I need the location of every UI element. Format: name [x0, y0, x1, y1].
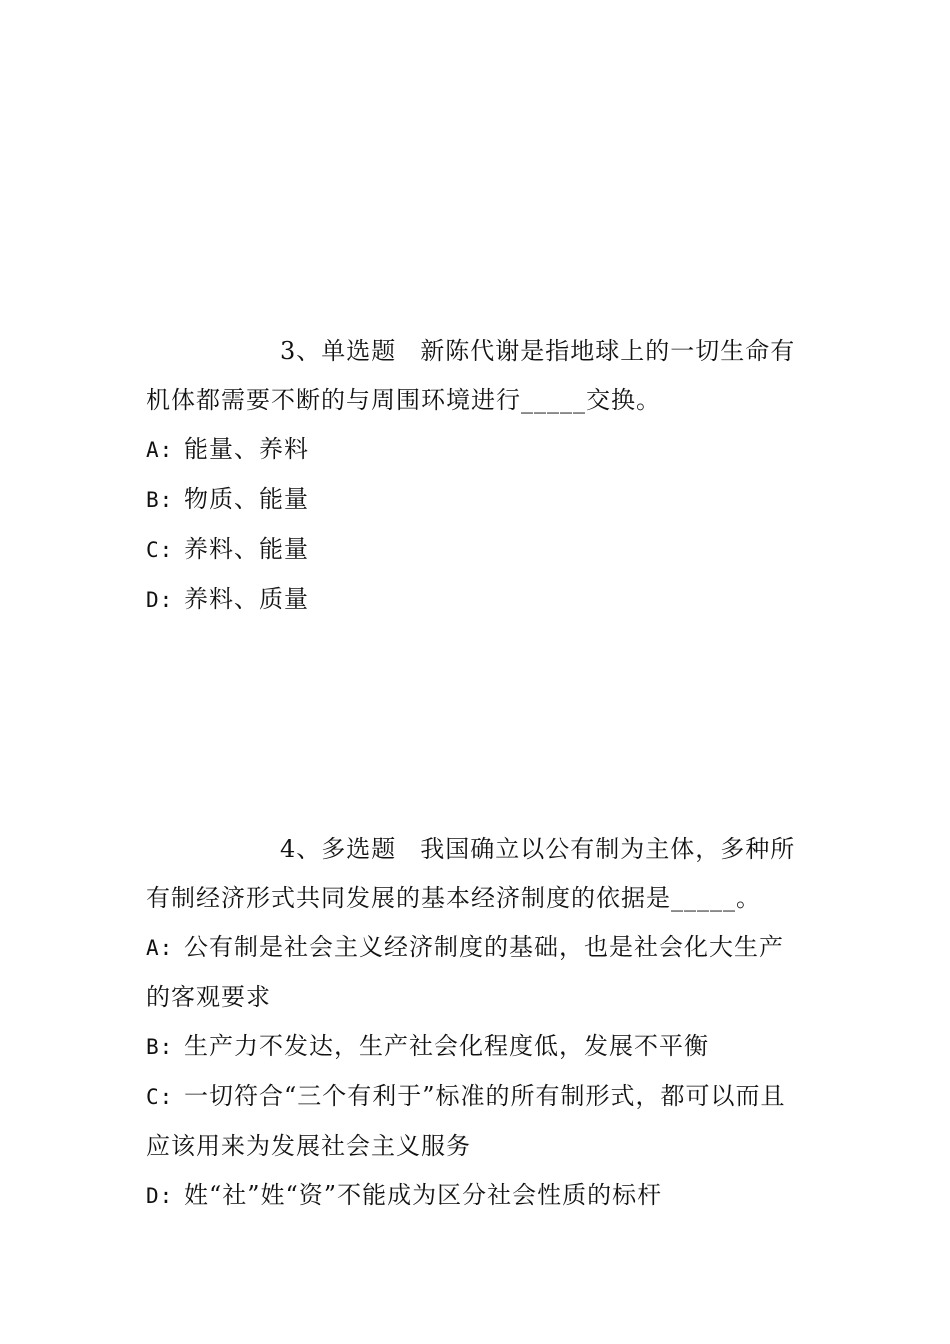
option-text: 生产力不发达，生产社会化程度低，发展不平衡: [184, 1032, 709, 1060]
option-label: A:: [146, 936, 174, 960]
option-b: [146, 475, 808, 525]
option-text: 物质、能量: [184, 485, 309, 513]
option-label: B:: [146, 1035, 174, 1059]
question-text: 我国确立以公有制为主体，多种所有制经济形式共同发展的基本经济制度的依据是_____。: [146, 835, 796, 912]
question-3: [146, 327, 808, 625]
question-type: 单选题: [321, 337, 397, 365]
option-a: [146, 425, 808, 475]
question-4: [146, 825, 808, 1221]
option-c: [146, 525, 808, 575]
question-stem: [146, 327, 808, 425]
question-stem: [146, 825, 808, 923]
option-label: A:: [146, 438, 174, 462]
option-label: D:: [146, 588, 174, 612]
option-label: B:: [146, 488, 174, 512]
option-text: 一切符合“三个有利于”标准的所有制形式，都可以而且应该用来为发展社会主义服务: [146, 1082, 786, 1160]
option-a: [146, 923, 808, 1022]
option-b: [146, 1022, 808, 1072]
question-text: 新陈代谢是指地球上的一切生命有机体都需要不断的与周围环境进行_____交换。: [146, 337, 796, 414]
option-label: C:: [146, 538, 174, 562]
question-type: 多选题: [321, 835, 397, 863]
option-c: [146, 1072, 808, 1171]
option-label: C:: [146, 1085, 174, 1109]
option-d: [146, 1171, 808, 1221]
option-text: 姓“社”姓“资”不能成为区分社会性质的标杆: [184, 1181, 663, 1209]
question-number: 4、: [280, 835, 322, 863]
option-text: 养料、质量: [184, 585, 309, 613]
option-text: 养料、能量: [184, 535, 309, 563]
question-number: 3、: [280, 337, 322, 365]
option-text: 公有制是社会主义经济制度的基础，也是社会化大生产的客观要求: [146, 933, 784, 1011]
option-text: 能量、养料: [184, 435, 309, 463]
option-d: [146, 575, 808, 625]
option-label: D:: [146, 1184, 174, 1208]
